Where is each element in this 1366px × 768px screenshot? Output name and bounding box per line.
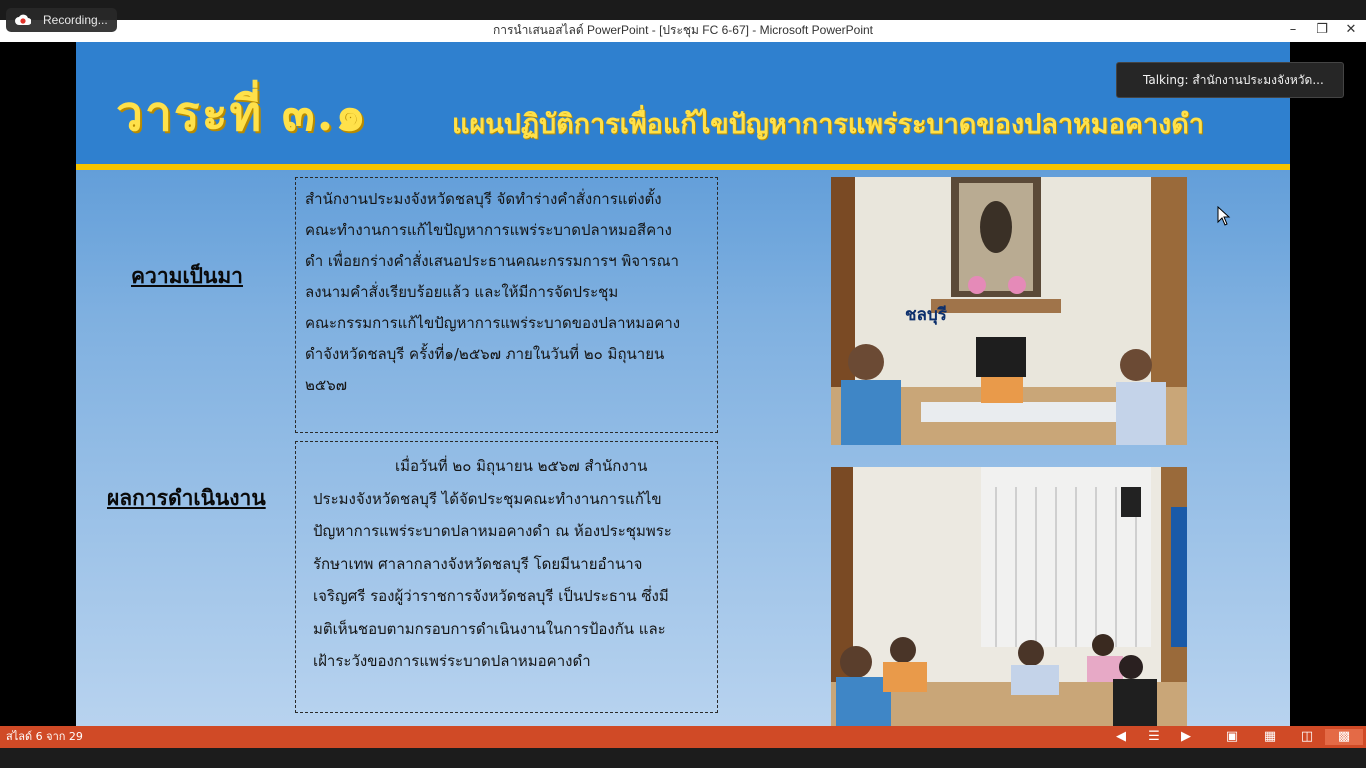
- background-label: ความเป็นมา: [131, 264, 243, 288]
- status-bar: [0, 726, 1366, 748]
- talking-indicator: [1116, 62, 1344, 98]
- background-textbox: [295, 177, 718, 433]
- close-icon[interactable]: ✕: [1345, 22, 1357, 37]
- results-textbox: [295, 441, 718, 713]
- photo-caption: ชลบุรี: [905, 305, 947, 325]
- taskbar-strip: [0, 748, 1366, 768]
- talking-label: Talking: สำนักงานประมงจังหวัด...: [1143, 73, 1324, 87]
- minimize-icon[interactable]: –: [1289, 22, 1297, 37]
- top-bar: [0, 0, 1366, 20]
- text-line: เฝ้าระวังของการแพร่ระบาดปลาหมอคางดำ: [313, 652, 591, 670]
- text-line: ปัญหาการแพร่ระบาดปลาหมอคางดำ ณ ห้องประชุมพระ: [313, 522, 672, 540]
- slide-subheading: แผนปฏิบัติการเพื่อแก้ไขปัญหาการแพร่ระบาดของปลาหมอคางดำ: [452, 109, 1204, 140]
- text-line: มติเห็นชอบตามกรอบการดำเนินงานในการป้องกัน และ: [313, 619, 666, 638]
- text-line: เจริญศรี รองผู้ว่าราชการจังหวัดชลบุรี เป็นประธาน ซึ่งมี: [313, 587, 669, 605]
- mouse-cursor-icon: [1217, 206, 1231, 226]
- text-line: ๒๕๖๗: [305, 376, 348, 394]
- slide-counter: สไลด์ 6 จาก 29: [6, 730, 83, 743]
- results-label: ผลการดำเนินงาน: [107, 486, 266, 510]
- slide-sorter-icon[interactable]: ▦: [1263, 729, 1277, 744]
- text-line: คณะกรรมการแก้ไขปัญหาการแพร่ระบาดของปลาหมอคาง: [305, 314, 681, 332]
- slideshow-view-icon[interactable]: ▩: [1325, 729, 1363, 745]
- text-line: รักษาเทพ ศาลากลางจังหวัดชลบุรี โดยมีนายอำนาจ: [313, 554, 643, 573]
- window-title: การนำเสนอสไลด์ PowerPoint - [ประชุม FC 6-67] - Microsoft PowerPoint: [492, 23, 874, 37]
- next-slide-icon[interactable]: ▶: [1181, 729, 1191, 744]
- text-line: ประมงจังหวัดชลบุรี ได้จัดประชุมคณะทำงานการแก้ไข: [313, 489, 662, 508]
- text-line: ดำจังหวัดชลบุรี ครั้งที่๑/๒๕๖๗ ภายในวันที่ ๒๐ มิถุนายน: [305, 345, 665, 363]
- meeting-photo-2: [831, 467, 1187, 726]
- cloud-record-icon: [15, 13, 31, 27]
- text-line: เมื่อวันที่ ๒๐ มิถุนายน ๒๕๖๗ สำนักงาน: [395, 457, 648, 475]
- restore-icon[interactable]: ❐: [1316, 22, 1328, 37]
- text-line: สำนักงานประมงจังหวัดชลบุรี จัดทำร่างคำสั่งการแต่งตั้ง: [305, 190, 662, 208]
- title-bar: [0, 20, 1366, 43]
- previous-slide-icon[interactable]: ◀: [1116, 729, 1126, 744]
- menu-icon[interactable]: ☰: [1148, 729, 1160, 744]
- text-line: ดำ เพื่อยกร่างคำสั่งเสนอประธานคณะกรรมการฯ พิจารณา: [305, 252, 679, 270]
- recording-indicator[interactable]: [6, 8, 117, 32]
- text-line: คณะทำงานการแก้ไขปัญหาการแพร่ระบาดปลาหมอสีคาง: [305, 221, 672, 239]
- normal-view-icon[interactable]: ▣: [1225, 729, 1239, 744]
- recording-label: Recording...: [43, 13, 108, 27]
- slide: [76, 42, 1290, 726]
- meeting-photo-1: [831, 177, 1187, 445]
- slide-heading: วาระที่ ๓.๑: [116, 86, 368, 142]
- text-line: ลงนามคำสั่งเรียบร้อยแล้ว และให้มีการจัดประชุม: [305, 283, 619, 301]
- header-divider: [76, 164, 1290, 170]
- reading-view-icon[interactable]: ◫: [1300, 729, 1314, 744]
